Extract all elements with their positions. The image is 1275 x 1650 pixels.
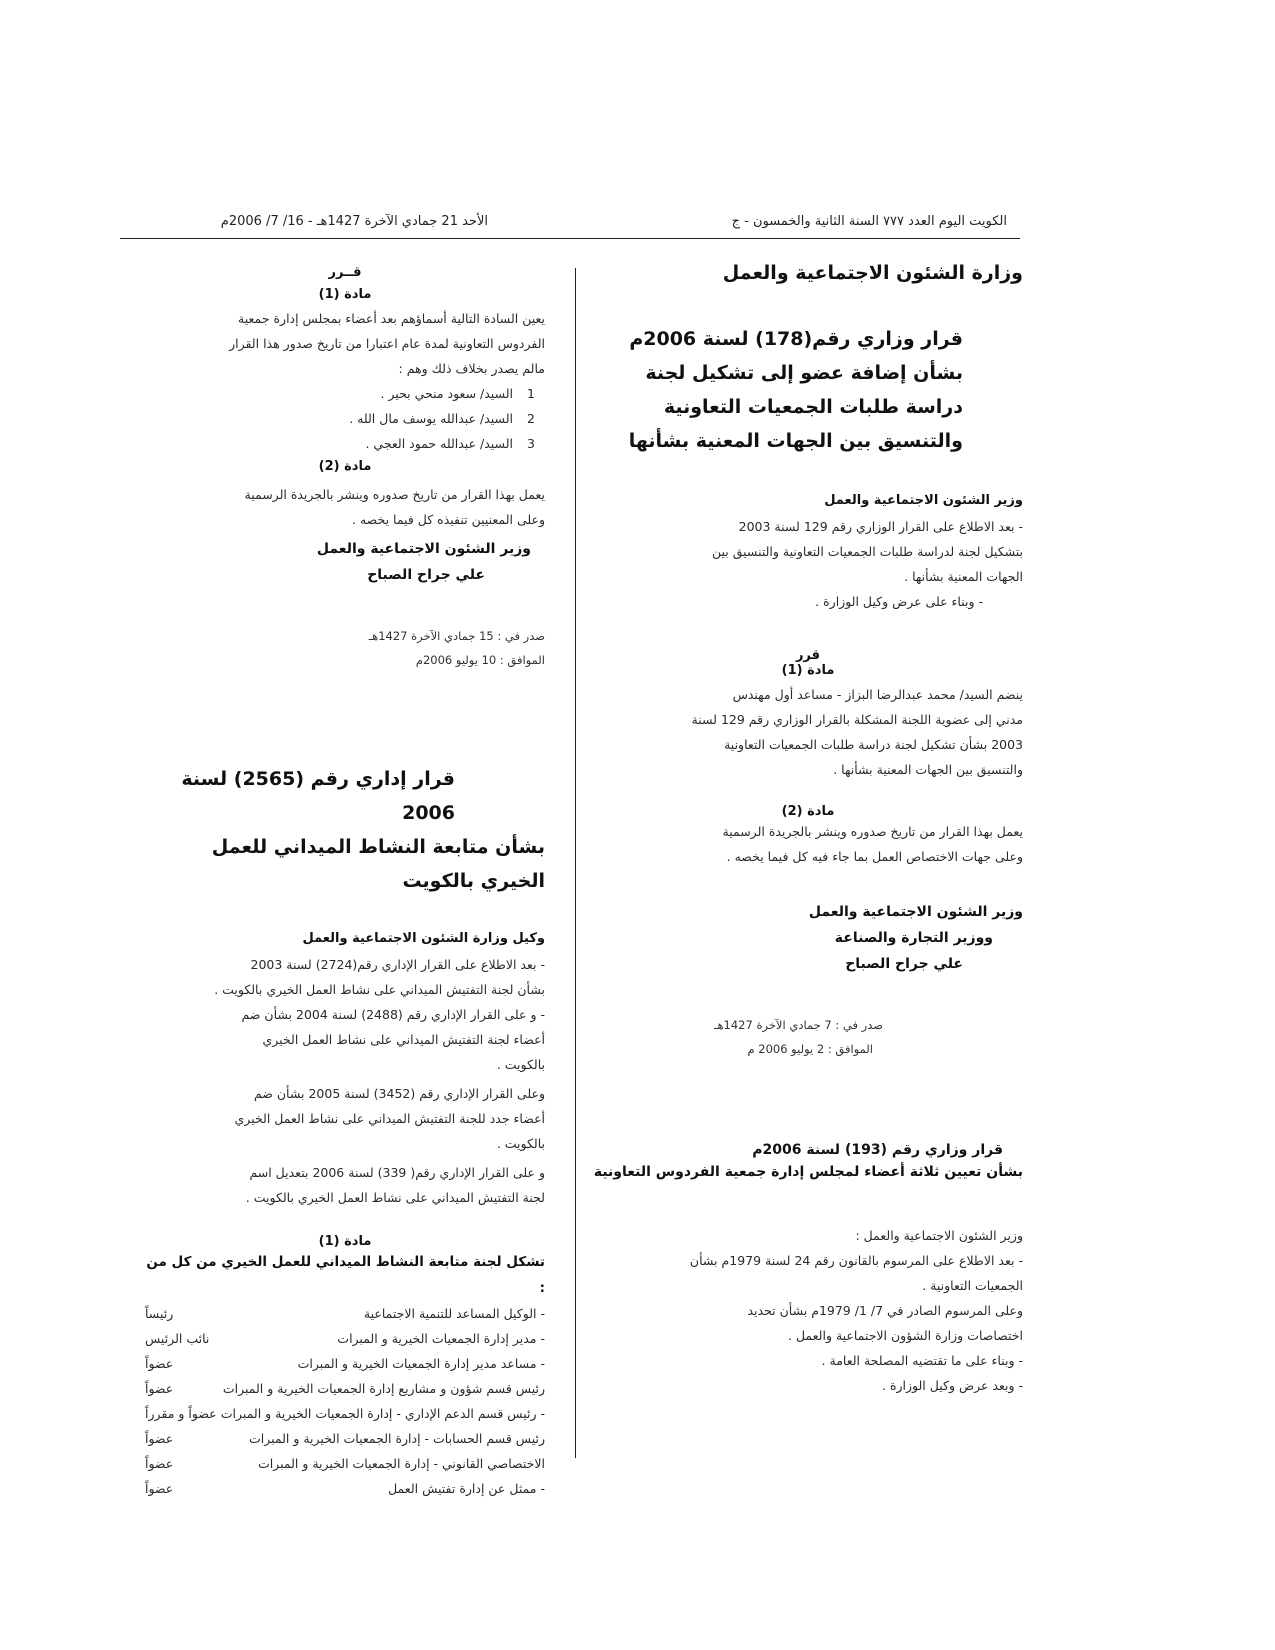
preamble-line: وعلى المرسوم الصادر في 7/ 1/ 1979م بشأن تحديد	[747, 1303, 1023, 1318]
authority-line: وكيل وزارة الشئون الاجتماعية والعمل	[302, 931, 545, 946]
preamble-line: أعضاء لجنة التفتيش الميداني على نشاط العمل الخيري	[262, 1032, 545, 1047]
member-name: - رئيس قسم الدعم الإداري - إدارة الجمعيات الخيرية و المبرات	[220, 1406, 545, 1421]
article-1-heading: مادة (1)	[318, 287, 372, 302]
corresponding-date: الموافق : 10 يوليو 2006م	[415, 653, 545, 667]
member-role: عضواً	[145, 1431, 174, 1446]
article-2-line: يعمل بهذا القرار من تاريخ صدوره وينشر بالجريدة الرسمية	[722, 824, 1023, 839]
member-item	[145, 431, 535, 456]
committee-member	[145, 1376, 545, 1401]
preamble-line: - وبناء على ما تقتضيه المصلحة العامة .	[821, 1353, 1023, 1368]
preamble-line: - وبعد عرض وكيل الوزارة .	[882, 1378, 1023, 1393]
preamble-line: - وبناء على عرض وكيل الوزارة .	[815, 594, 983, 609]
signature-name: علي جراح الصباح	[367, 567, 485, 583]
decision-2565-title	[145, 762, 545, 898]
member-name: السيد/ سعود منحي بحير .	[380, 386, 513, 401]
decided-heading: قــرر	[328, 265, 362, 280]
title-line: والتنسيق بين الجهات المعنية بشأنها	[628, 430, 963, 452]
decided-heading: قرر	[795, 648, 821, 663]
authority-line: وزير الشئون الاجتماعية والعمل :	[855, 1228, 1023, 1243]
article-1-heading: مادة (1)	[781, 663, 835, 678]
preamble-line: أعضاء جدد للجنة التفتيش الميداني على نشاط العمل الخيري	[234, 1111, 545, 1126]
title-line: قرار وزاري رقم(178) لسنة 2006م	[629, 328, 963, 350]
decision-193-title	[593, 1139, 1023, 1183]
member-number: 2	[527, 411, 535, 426]
title-line: دراسة طلبات الجمعيات التعاونية	[663, 396, 963, 418]
preamble-line: بالكويت .	[496, 1057, 545, 1072]
member-item	[145, 406, 535, 431]
preamble-line: الجمعيات التعاونية .	[922, 1278, 1023, 1293]
article-1-line: والتنسيق بين الجهات المعنية بشأنها .	[833, 762, 1023, 777]
column-divider	[575, 268, 576, 1458]
member-name: - ممثل عن إدارة تفتيش العمل	[388, 1481, 545, 1496]
issued-date: صدر في : 7 جمادي الآخرة 1427هـ	[714, 1018, 883, 1032]
preamble-line: لجنة التفتيش الميداني على نشاط العمل الخيري بالكويت .	[245, 1190, 545, 1205]
preamble-line: بالكويت .	[496, 1136, 545, 1151]
committee-member	[145, 1451, 545, 1476]
corresponding-date: الموافق : 2 يوليو 2006 م	[747, 1042, 873, 1056]
preamble-line: الجهات المعنية بشأنها .	[904, 569, 1023, 584]
header-issue-info: الكويت اليوم العدد ٧٧٧ السنة الثانية والخمسون - ج	[731, 214, 1007, 229]
committee-member	[145, 1401, 545, 1426]
preamble-line: و على القرار الإداري رقم( 339) لسنة 2006 بتعديل اسم	[249, 1165, 545, 1180]
article-2-line: وعلى المعنيين تنفيذه كل فيما يخصه .	[352, 512, 545, 527]
title-line: بشأن تعيين ثلاثة أعضاء لمجلس إدارة جمعية الفردوس التعاونية	[593, 1164, 1023, 1180]
article-2-line: يعمل بهذا القرار من تاريخ صدوره وينشر بالجريدة الرسمية	[244, 487, 545, 502]
issued-date: صدر في : 15 جمادي الآخرة 1427هـ	[368, 629, 545, 643]
committee-member	[145, 1351, 545, 1376]
member-role: عضواً	[145, 1381, 174, 1396]
member-name: - مساعد مدير إدارة الجمعيات الخيرية و المبرات	[297, 1356, 545, 1371]
member-name: - الوكيل المساعد للتنمية الاجتماعية	[363, 1306, 545, 1321]
preamble-line: وعلى القرار الإداري رقم (3452) لسنة 2005 بشأن ضم	[253, 1086, 545, 1101]
preamble-line: - بعد الاطلاع على المرسوم بالقانون رقم 24 لسنة 1979م بشأن	[689, 1253, 1023, 1268]
member-name: السيد/ عبدالله حمود العجي .	[365, 436, 513, 451]
preamble-line: - و على القرار الإداري رقم (2488) لسنة 2004 بشأن ضم	[241, 1007, 545, 1022]
member-number: 1	[527, 386, 535, 401]
preamble-line: اختصاصات وزارة الشؤون الاجتماعية والعمل .	[788, 1328, 1023, 1343]
member-role: نائب الرئيس	[145, 1331, 210, 1346]
decision-178-title	[593, 322, 963, 458]
title-line: بشأن إضافة عضو إلى تشكيل لجنة	[645, 362, 963, 384]
article-1-line: يعين السادة التالية أسماؤهم بعد أعضاء بمجلس إدارة جمعية	[238, 311, 545, 326]
article-1-heading: مادة (1)	[318, 1234, 372, 1249]
article-1-line: الفردوس التعاونية لمدة عام اعتبارا من تاريخ صدور هذا القرار	[229, 336, 545, 351]
committee-member	[145, 1301, 545, 1326]
article-1-line: مالم يصدر بخلاف ذلك وهم :	[398, 361, 545, 376]
member-number: 3	[527, 436, 535, 451]
authority-line: وزير الشئون الاجتماعية والعمل	[824, 493, 1023, 508]
member-role: عضواً و مقرراً	[145, 1406, 217, 1421]
member-role: رئيساً	[145, 1306, 174, 1321]
member-role: عضواً	[145, 1481, 174, 1496]
title-line: قرار إداري رقم (2565) لسنة 2006	[181, 768, 455, 824]
committee-member	[145, 1426, 545, 1451]
member-name: رئيس قسم الحسابات - إدارة الجمعيات الخيرية و المبرات	[248, 1431, 545, 1446]
signature-line: ووزير التجارة والصناعة	[834, 930, 993, 946]
article-2-heading: مادة (2)	[781, 804, 835, 819]
preamble-line: بشأن لجنة التفتيش الميداني على نشاط العمل الخيري بالكويت .	[214, 982, 545, 997]
article-1-line: 2003 بشأن تشكيل لجنة دراسة طلبات الجمعيات التعاونية	[724, 737, 1023, 752]
title-line: بشأن متابعة النشاط الميداني للعمل الخيري بالكويت	[211, 836, 545, 892]
article-2-line: وعلى جهات الاختصاص العمل بما جاء فيه كل فيما يخصه .	[726, 849, 1023, 864]
title-line: قرار وزاري رقم (193) لسنة 2006م	[752, 1142, 1003, 1158]
article-1-line: مدني إلى عضوية اللجنة المشكلة بالقرار الوزاري رقم 129 لسنة	[691, 712, 1023, 727]
article-1-line: تشكل لجنة متابعة النشاط الميداني للعمل الخيري من كل من :	[146, 1254, 545, 1296]
member-name: - مدير إدارة الجمعيات الخيرية و المبرات	[337, 1331, 545, 1346]
signature-line: وزير الشئون الاجتماعية والعمل	[316, 541, 531, 557]
signature-name: علي جراح الصباح	[845, 956, 963, 972]
signature-line: وزير الشئون الاجتماعية والعمل	[808, 904, 1023, 920]
member-name: الاختصاصي القانوني - إدارة الجمعيات الخيرية و المبرات	[257, 1456, 545, 1471]
left-column	[145, 262, 545, 1501]
article-2-heading: مادة (2)	[318, 459, 372, 474]
header-rule	[120, 238, 1020, 239]
header-date: الأحد 21 جمادي الآخرة 1427هـ - 16/ 7/ 2006م	[220, 214, 488, 229]
member-name: رئيس قسم شؤون و مشاريع إدارة الجمعيات الخيرية و المبرات	[222, 1381, 545, 1396]
preamble-line: - بعد الاطلاع على القرار الإداري رقم(2724) لسنة 2003	[250, 957, 545, 972]
member-role: عضواً	[145, 1456, 174, 1471]
preamble-line: بتشكيل لجنة لدراسة طلبات الجمعيات التعاونية والتنسيق بين	[711, 544, 1023, 559]
member-name: السيد/ عبدالله يوسف مال الله .	[349, 411, 513, 426]
member-role: عضواً	[145, 1356, 174, 1371]
committee-member	[145, 1476, 545, 1501]
right-column	[593, 262, 1023, 1398]
preamble-line: - بعد الاطلاع على القرار الوزاري رقم 129 لسنة 2003	[738, 519, 1023, 534]
ministry-heading: وزارة الشئون الاجتماعية والعمل	[722, 262, 1023, 284]
article-1-line: ينضم السيد/ محمد عبدالرضا البزاز - مساعد أول مهندس	[732, 687, 1023, 702]
member-item	[145, 381, 535, 406]
committee-member	[145, 1326, 545, 1351]
